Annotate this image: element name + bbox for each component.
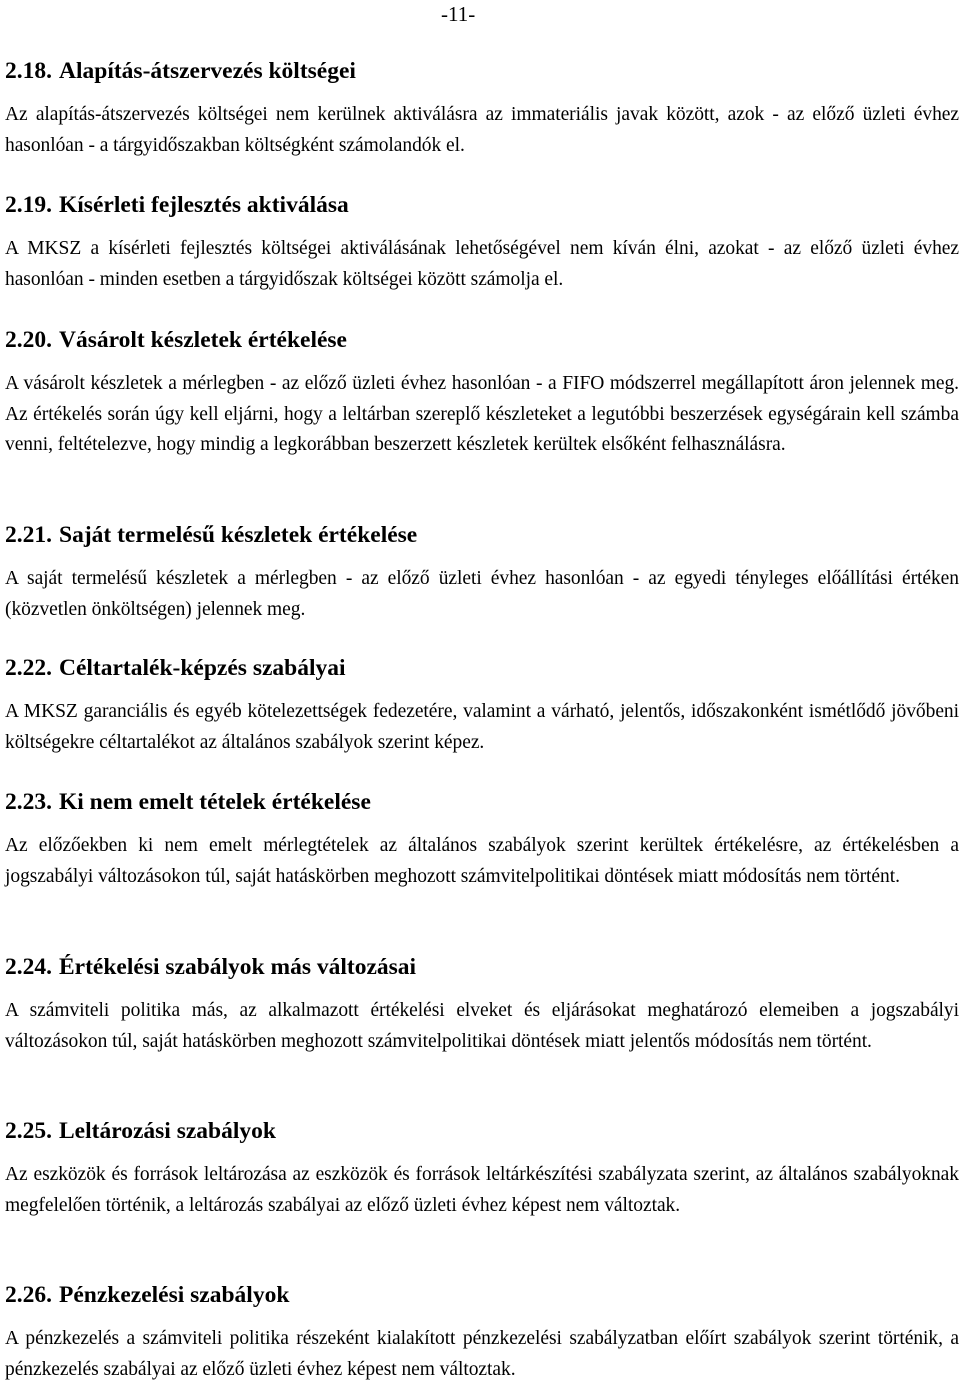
section-paragraph: Az alapítás-átszervezés költségei nem kerülnek aktiválásra az immateriális javak között, azok - az előző üzleti évhez hasonlóan - a tárgyidőszakban költségként számolandók el. xyxy=(5,104,959,156)
section-title: Vásárolt készletek értékelése xyxy=(59,327,347,353)
section-2-19 xyxy=(5,190,960,295)
section-heading xyxy=(5,325,960,355)
section-paragraph: A MKSZ garanciális és egyéb kötelezettségek fedezetére, valamint a várható, jelentős, időszakonként ismétlődő jövőbeni költségekre céltartalékot az általános szabályok szerint képez. xyxy=(5,701,959,753)
section-2-25 xyxy=(5,1116,960,1221)
section-title: Saját termelésű készletek értékelése xyxy=(59,522,418,548)
section-number: 2.18. xyxy=(5,58,52,84)
section-paragraph: A MKSZ a kísérleti fejlesztés költségei aktiválásának lehetőségével nem kíván élni, azokat - az előző üzleti évhez hasonlóan - minden esetben a tárgyidőszak költségei között számolja el. xyxy=(5,238,959,290)
section-number: 2.25. xyxy=(5,1118,52,1144)
section-2-22 xyxy=(5,653,960,758)
section-number: 2.23. xyxy=(5,789,52,815)
section-paragraph: Az előzőekben ki nem emelt mérlegtételek az általános szabályok szerint kerültek értékelésre, az értékelésben a jogszabályi változásokon túl, saját hatáskörben meghozott számvitelpolitikai döntések miatt módosítás nem történt. xyxy=(5,835,959,887)
section-2-18 xyxy=(5,56,960,161)
section-title: Leltározási szabályok xyxy=(59,1118,276,1144)
section-paragraph: Az eszközök és források leltározása az eszközök és források leltárkészítési szabályzata szerint, az általános szabályoknak megfelelően történik, a leltározás szabályai az előző üzleti évhez képest nem változtak. xyxy=(5,1164,959,1216)
section-2-20 xyxy=(5,325,960,461)
section-paragraph: A pénzkezelés a számviteli politika részeként kialakított pénzkezelési szabályzatban előírt szabályok szerint történik, a pénzkezelés szabályai az előző üzleti évhez képest nem változtak. xyxy=(5,1328,959,1380)
section-heading xyxy=(5,1116,960,1146)
section-paragraph: A vásárolt készletek a mérlegben - az előző üzleti évhez hasonlóan - a FIFO módszerrel megállapított áron jelennek meg. Az értékelés során úgy kell eljárni, hogy a leltárban szereplő készleteket a legutóbbi beszerzések egységárain kell számba venni, feltételezve, hogy mindig a legkorábban beszerzett készletek kerültek elsőként felhasználásra. xyxy=(5,373,959,455)
section-title: Értékelési szabályok más változásai xyxy=(59,954,417,980)
section-number: 2.26. xyxy=(5,1282,52,1308)
section-number: 2.19. xyxy=(5,192,52,218)
section-title: Pénzkezelési szabályok xyxy=(59,1282,290,1308)
section-title: Kísérleti fejlesztés aktiválása xyxy=(59,192,349,218)
section-heading xyxy=(5,787,960,817)
section-2-24 xyxy=(5,952,960,1057)
section-2-23 xyxy=(5,787,960,892)
section-heading xyxy=(5,653,960,683)
section-paragraph: A számviteli politika más, az alkalmazott értékelési elveket és eljárásokat meghatározó elemeiben a jogszabályi változásokon túl, saját hatáskörben meghozott számvitelpolitikai döntések miatt jelentős módosítás nem történt. xyxy=(5,1000,959,1052)
page-number: -11- xyxy=(441,2,476,26)
section-heading xyxy=(5,1280,960,1310)
section-title: Alapítás-átszervezés költségei xyxy=(59,58,356,84)
section-2-21 xyxy=(5,520,960,625)
section-title: Céltartalék-képzés szabályai xyxy=(59,655,346,681)
section-2-26 xyxy=(5,1280,960,1385)
section-number: 2.21. xyxy=(5,522,52,548)
section-number: 2.22. xyxy=(5,655,52,681)
section-heading xyxy=(5,520,960,550)
section-heading xyxy=(5,190,960,220)
section-title: Ki nem emelt tételek értékelése xyxy=(59,789,371,815)
section-number: 2.24. xyxy=(5,954,52,980)
section-heading xyxy=(5,56,960,86)
section-heading xyxy=(5,952,960,982)
section-number: 2.20. xyxy=(5,327,52,353)
section-paragraph: A saját termelésű készletek a mérlegben - az előző üzleti évhez hasonlóan - az egyedi tényleges előállítási értéken (közvetlen önköltségen) jelennek meg. xyxy=(5,568,959,620)
